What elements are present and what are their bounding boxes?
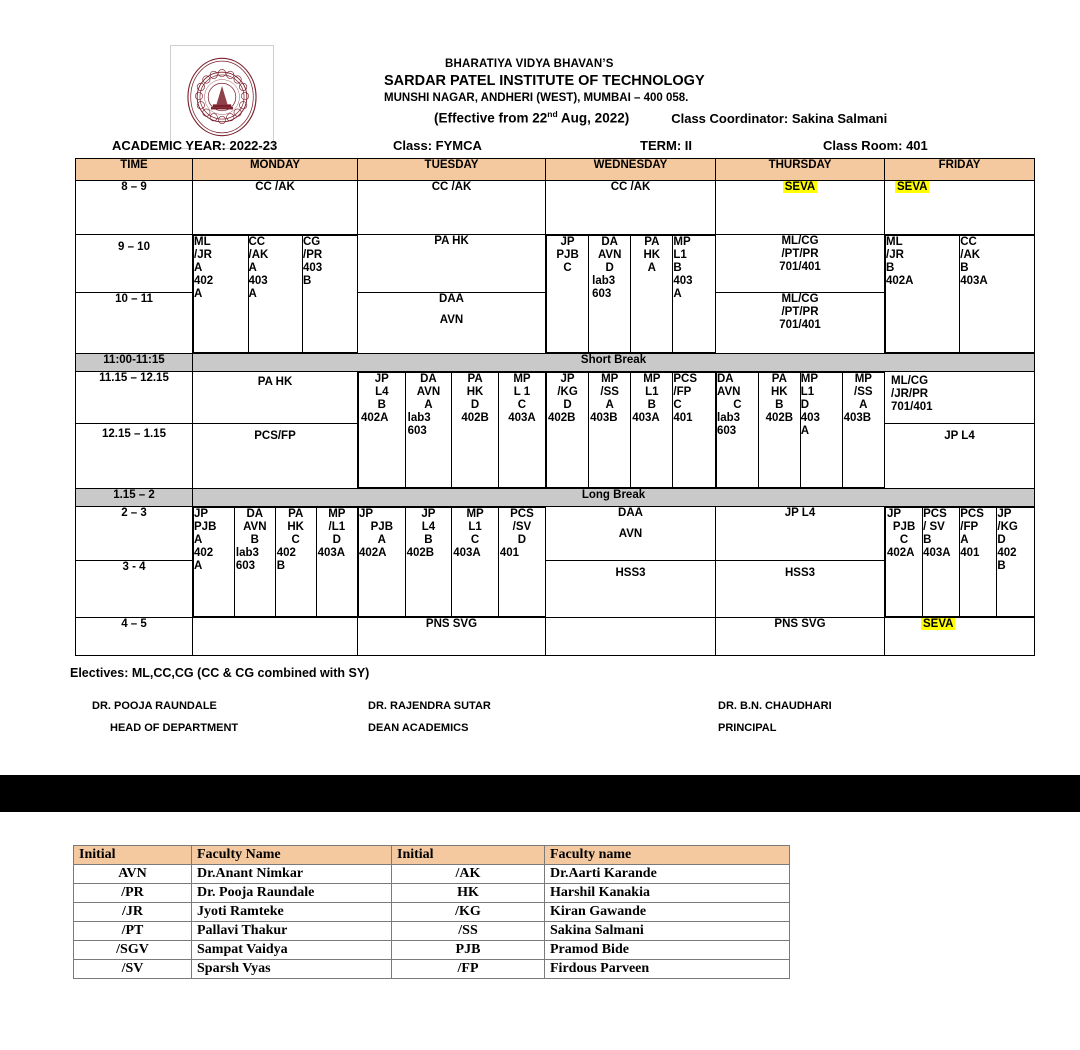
faculty-initial: /PR [74, 884, 192, 903]
session-block: MP /SS A 403B [842, 373, 884, 488]
signature-title: PRINCIPAL [718, 722, 777, 734]
faculty-row [74, 903, 790, 922]
faculty-row [74, 922, 790, 941]
faculty-initial: /SS [392, 922, 545, 941]
row-4-5 [76, 618, 1035, 656]
time-long-break: 1.15 – 2 [76, 489, 193, 507]
faculty-initial: /PT [74, 922, 192, 941]
electives-note: Electives: ML,CC,CG (CC & CG combined with SY) [70, 666, 370, 680]
time-1215-115: 12.15 – 1.15 [76, 424, 193, 489]
faculty-col-initial-2: Initial [392, 846, 545, 865]
faculty-initial: /KG [392, 903, 545, 922]
faculty-name: Dr.Aarti Karande [545, 865, 790, 884]
session-block: MP L1 C 403A [452, 508, 499, 617]
session-block: PA HK D 402B [452, 373, 499, 488]
row-8-9 [76, 181, 1035, 235]
signature-name: DR. POOJA RAUNDALE [92, 700, 217, 712]
org-parent-name: BHARATIYA VIDYA BHAVAN’S [445, 58, 614, 70]
faculty-initial: /AK [392, 865, 545, 884]
faculty-name: Sampat Vaidya [192, 941, 392, 960]
cell-fri-8-9: SEVA [885, 181, 1035, 235]
column-header-monday: MONDAY [193, 159, 358, 181]
timetable-header-row [76, 159, 1035, 181]
faculty-name: Jyoti Ramteke [192, 903, 392, 922]
faculty-name: Kiran Gawande [545, 903, 790, 922]
faculty-initial: /JR [74, 903, 192, 922]
effective-date: (Effective from 22nd Aug, 2022) [434, 109, 630, 126]
cell-fri-1215-115: JP L4 [885, 424, 1035, 489]
cell-thu-10-11: ML/CG /PT/PR 701/401 [716, 293, 885, 354]
cell-wed-4-5 [546, 618, 716, 656]
session-block: CG /PR 403 B [303, 236, 358, 353]
time-10-11: 10 – 11 [76, 293, 193, 354]
session-block: PCS /FP A 401 [960, 508, 997, 617]
time-1115-1215: 11.15 – 12.15 [76, 372, 193, 424]
signature-title: DEAN ACADEMICS [368, 722, 469, 734]
time-9-10: 9 – 10 [76, 235, 193, 293]
signature-principal [718, 700, 832, 734]
cell-fri-2-4 [885, 507, 1035, 618]
faculty-row [74, 884, 790, 903]
faculty-initial: HK [392, 884, 545, 903]
row-2-3 [76, 507, 1035, 561]
session-block: MP L 1 C 403A [498, 373, 545, 488]
institute-seal-icon [176, 51, 268, 143]
class-coordinator: Class Coordinator: Sakina Salmani [671, 110, 888, 126]
session-block: JP PJB C 402A [886, 508, 923, 617]
cell-thu-8-9: SEVA [716, 181, 885, 235]
column-header-tuesday: TUESDAY [358, 159, 546, 181]
faculty-legend-table [73, 845, 789, 979]
faculty-row [74, 941, 790, 960]
session-block: JP /KG D 402B [547, 373, 589, 488]
faculty-name: Pramod Bide [545, 941, 790, 960]
faculty-name: Firdous Parveen [545, 960, 790, 979]
cell-tue-10-11: DAA AVN [358, 293, 546, 354]
cell-wed-8-9: CC /AK [546, 181, 716, 235]
short-break-label: Short Break [193, 354, 1035, 372]
session-block: MP L1 B 403 A [673, 236, 715, 353]
signature-dean [368, 700, 491, 734]
column-header-thursday: THURSDAY [716, 159, 885, 181]
institute-address: MUNSHI NAGAR, ANDHERI (WEST), MUMBAI – 400 058. [384, 92, 689, 104]
faculty-row [74, 865, 790, 884]
cell-fri-4-5: SEVA [885, 618, 1035, 656]
signature-title: HEAD OF DEPARTMENT [110, 722, 239, 734]
row-9-10 [76, 235, 1035, 293]
session-block: DA AVN D lab3 603 [589, 236, 631, 353]
page-separator-bar [0, 775, 1080, 812]
cell-tue-9-10: PA HK [358, 235, 546, 293]
institute-titles [300, 58, 1060, 126]
session-block: JP PJB C [547, 236, 589, 353]
time-3-4: 3 - 4 [76, 561, 193, 618]
faculty-name: Sparsh Vyas [192, 960, 392, 979]
cell-wed-9-11 [546, 235, 716, 354]
row-short-break [76, 354, 1035, 372]
cell-thu-9-10: ML/CG /PT/PR 701/401 [716, 235, 885, 293]
cell-tue-4-5: PNS SVG [358, 618, 546, 656]
faculty-initial: PJB [392, 941, 545, 960]
faculty-initial: /SV [74, 960, 192, 979]
faculty-name: Pallavi Thakur [192, 922, 392, 941]
cell-tue-2-4 [358, 507, 546, 618]
institute-logo [170, 45, 274, 149]
faculty-name: Sakina Salmani [545, 922, 790, 941]
signature-hod [92, 700, 238, 734]
faculty-initial: /FP [392, 960, 545, 979]
session-block: MP /L1 D 403A [316, 508, 357, 617]
cell-mon-8-9: CC /AK [193, 181, 358, 235]
session-block: JP L4 B 402A [359, 373, 406, 488]
column-header-time: TIME [76, 159, 193, 181]
cell-wed-3-4: HSS3 [546, 561, 716, 618]
class-room-label: Class Room: 401 [823, 138, 928, 153]
faculty-col-name-1: Faculty Name [192, 846, 392, 865]
faculty-name: Dr.Anant Nimkar [192, 865, 392, 884]
session-block: PCS / SV B 403A [923, 508, 960, 617]
faculty-initial: AVN [74, 865, 192, 884]
session-block: PA HK B 402B [758, 373, 800, 488]
long-break-label: Long Break [193, 489, 1035, 507]
session-block: PCS /FP C 401 [673, 373, 715, 488]
row-1115-1215 [76, 372, 1035, 424]
session-block: DA AVN C lab3 603 [717, 373, 759, 488]
session-block: CC /AK B 403A [960, 236, 1034, 353]
session-block: MP L1 B 403A [631, 373, 673, 488]
document-header [0, 0, 1080, 153]
session-block: JP /KG D 402 B [997, 508, 1034, 617]
time-short-break: 11:00-11:15 [76, 354, 193, 372]
session-block: PCS /SV D 401 [498, 508, 545, 617]
session-block: CC /AK A 403 A [248, 236, 303, 353]
session-block: JP L4 B 402B [405, 508, 452, 617]
faculty-row [74, 960, 790, 979]
session-block: DA AVN B lab3 603 [234, 508, 275, 617]
cell-mon-4-5 [193, 618, 358, 656]
cell-wed-2-3: DAA AVN [546, 507, 716, 561]
cell-fri-1115-1215: ML/CG /JR/PR 701/401 [885, 372, 1035, 424]
cell-mon-1115-1215: PA HK [193, 372, 358, 424]
cell-thu-1115-115 [716, 372, 885, 489]
time-8-9: 8 – 9 [76, 181, 193, 235]
institute-name: SARDAR PATEL INSTITUTE OF TECHNOLOGY [384, 73, 705, 89]
cell-tue-8-9: CC /AK [358, 181, 546, 235]
cell-tue-1115-115 [358, 372, 546, 489]
faculty-name: Harshil Kanakia [545, 884, 790, 903]
term-label: TERM: II [640, 138, 692, 153]
session-block: MP /SS A 403B [589, 373, 631, 488]
session-block: ML /JR A 402 A [194, 236, 249, 353]
cell-mon-1215-115: PCS/FP [193, 424, 358, 489]
cell-thu-2-3: JP L4 [716, 507, 885, 561]
academic-year: ACADEMIC YEAR: 2022-23 [112, 138, 278, 153]
session-block: MP L1 D 403 A [800, 373, 842, 488]
row-long-break [76, 489, 1035, 507]
signature-name: DR. B.N. CHAUDHARI [718, 700, 832, 712]
cell-wed-1115-115 [546, 372, 716, 489]
session-block: DA AVN A lab3 603 [405, 373, 452, 488]
time-4-5: 4 – 5 [76, 618, 193, 656]
cell-thu-3-4: HSS3 [716, 561, 885, 618]
session-block: JP PJB A 402 A [194, 508, 235, 617]
faculty-col-name-2: Faculty name [545, 846, 790, 865]
session-block: PA HK C 402 B [275, 508, 316, 617]
faculty-initial: /SGV [74, 941, 192, 960]
faculty-col-initial-1: Initial [74, 846, 192, 865]
cell-thu-4-5: PNS SVG [716, 618, 885, 656]
faculty-header-row [74, 846, 790, 865]
column-header-wednesday: WEDNESDAY [546, 159, 716, 181]
class-label: Class: FYMCA [393, 138, 482, 153]
cell-mon-9-11 [193, 235, 358, 354]
session-block: ML /JR B 402A [886, 236, 960, 353]
session-block: JP PJB A 402A [359, 508, 406, 617]
column-header-friday: FRIDAY [885, 159, 1035, 181]
timetable-grid [75, 158, 1034, 656]
signature-name: DR. RAJENDRA SUTAR [368, 700, 491, 712]
cell-mon-2-4 [193, 507, 358, 618]
faculty-name: Dr. Pooja Raundale [192, 884, 392, 903]
time-2-3: 2 – 3 [76, 507, 193, 561]
session-block: PA HK A [631, 236, 673, 353]
cell-fri-9-11 [885, 235, 1035, 354]
